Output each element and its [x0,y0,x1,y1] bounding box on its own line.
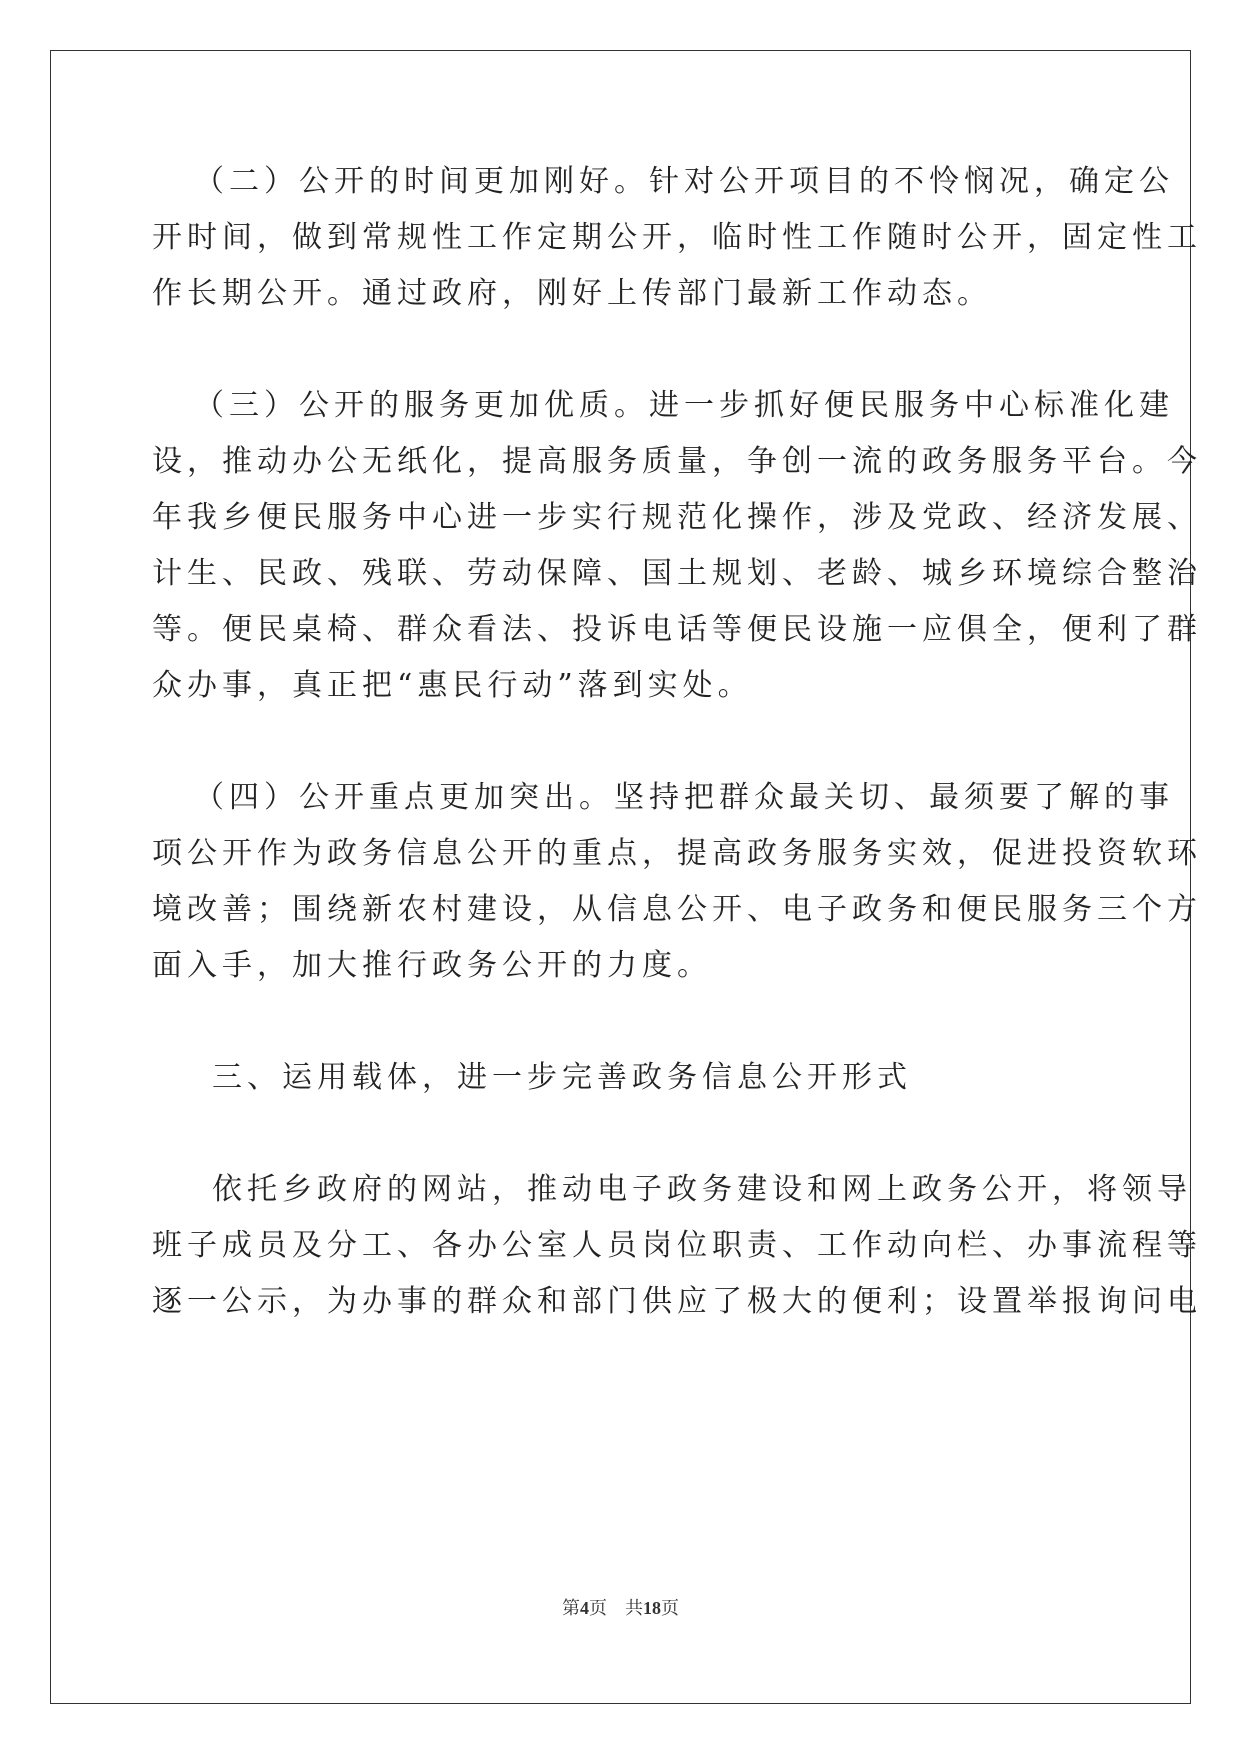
text-line: 众办事，真正把“惠民行动”落到实处。 [152,668,753,703]
page-footer [0,1596,1241,1620]
text-line: 项公开作为政务信息公开的重点，提高政务服务实效，促进投资软环 [152,836,1202,871]
text-line: 开时间，做到常规性工作定期公开，临时性工作随时公开，固定性工 [152,220,1202,255]
text-line: 面入手，加大推行政务公开的力度。 [152,948,712,983]
text-line: （三）公开的服务更加优质。进一步抓好便民服务中心标准化建 [194,388,1174,423]
text-line: 依托乡政府的网站，推动电子政务建设和网上政务公开，将领导 [212,1172,1192,1207]
footer-mid: 页 共 [589,1598,643,1618]
text-line: 班子成员及分工、各办公室人员岗位职责、工作动向栏、办事流程等 [152,1228,1202,1263]
text-line: 年我乡便民服务中心进一步实行规范化操作，涉及党政、经济发展、 [152,500,1202,535]
text-line: （二）公开的时间更加刚好。针对公开项目的不怜悯况，确定公 [194,164,1174,199]
footer-prefix: 第 [562,1598,580,1618]
footer-suffix: 页 [661,1598,679,1618]
section-heading: 三、运用载体，进一步完善政务信息公开形式 [212,1060,912,1095]
text-line: 作长期公开。通过政府，刚好上传部门最新工作动态。 [152,276,992,311]
current-page-number: 4 [580,1598,589,1618]
text-line: 设，推动办公无纸化，提高服务质量，争创一流的政务服务平台。今 [152,444,1202,479]
text-line: （四）公开重点更加突出。坚持把群众最关切、最须要了解的事 [194,780,1174,815]
text-line: 境改善；围绕新农村建设，从信息公开、电子政务和便民服务三个方 [152,892,1202,927]
text-line: 逐一公示，为办事的群众和部门供应了极大的便利；设置举报询问电 [152,1284,1202,1319]
text-line: 等。便民桌椅、群众看法、投诉电话等便民设施一应俱全，便利了群 [152,612,1202,647]
total-pages-number: 18 [643,1598,661,1618]
text-line: 计生、民政、残联、劳动保障、国土规划、老龄、城乡环境综合整治 [152,556,1202,591]
